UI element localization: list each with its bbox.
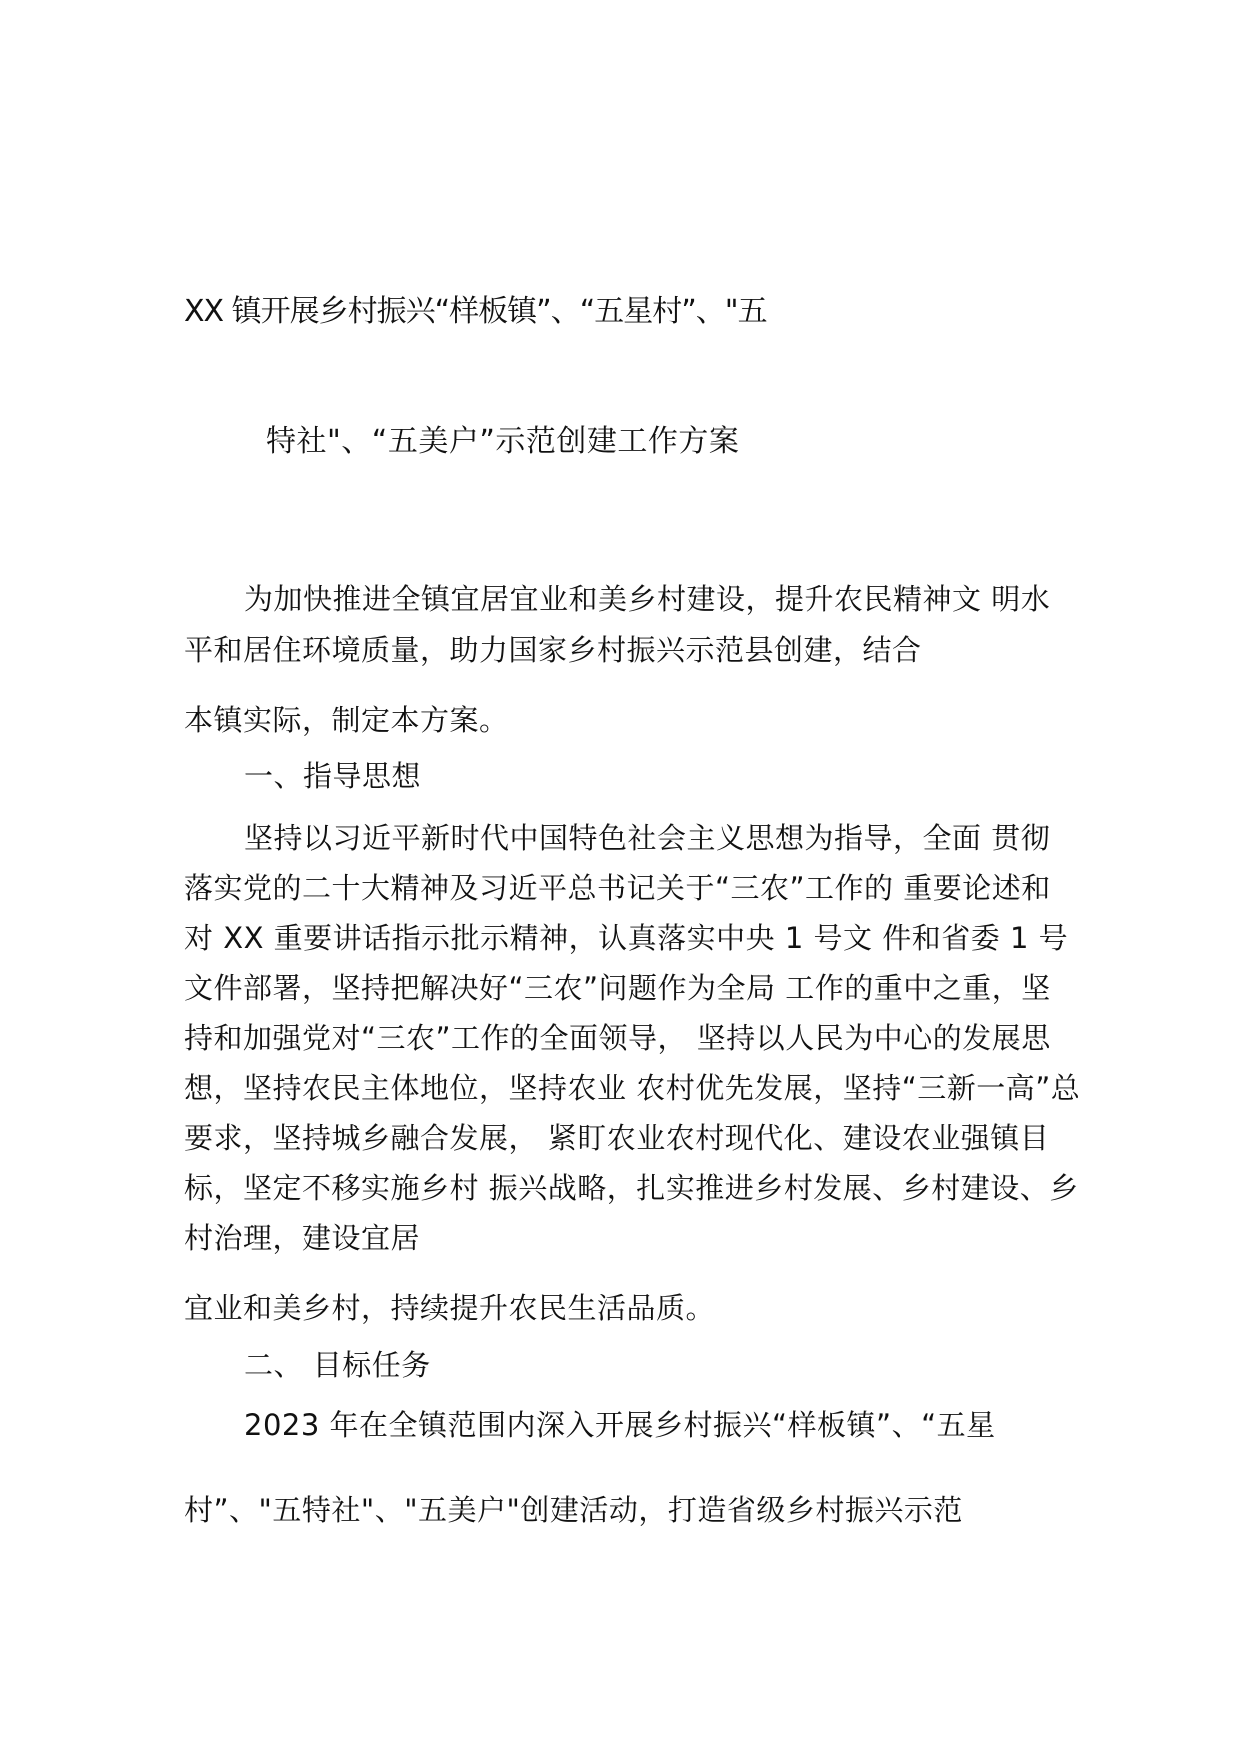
section-2-heading: 二、 目标任务 (244, 1348, 431, 1382)
section-1-line-4: 文件部署，坚持把解决好“三农”问题作为全局 工作的重中之重，坚 (184, 971, 1051, 1005)
intro-line-3: 本镇实际，制定本方案。 (184, 703, 509, 737)
document-title-line-1: XX 镇开展乡村振兴“样板镇”、“五星村”、"五 (184, 294, 767, 329)
section-1-line-3: 对 XX 重要讲话指示批示精神，认真落实中央 1 号文 件和省委 1 号 (184, 921, 1069, 955)
section-1-heading: 一、指导思想 (244, 759, 422, 793)
section-1-line-5: 持和加强党对“三农”工作的全面领导， 坚持以人民为中心的发展思 (184, 1021, 1051, 1055)
section-1-line-7: 要求，坚持城乡融合发展， 紧盯农业农村现代化、建设农业强镇目 (184, 1121, 1050, 1155)
intro-line-1: 为加快推进全镇宜居宜业和美乡村建设，提升农民精神文 明水 (244, 582, 1051, 616)
intro-line-2: 平和居住环境质量，助力国家乡村振兴示范县创建，结合 (184, 633, 922, 667)
document-title-line-2: 特社"、“五美户”示范创建工作方案 (266, 424, 740, 459)
section-1-line-8: 标，坚定不移实施乡村 振兴战略，扎实推进乡村发展、乡村建设、乡 (184, 1171, 1079, 1205)
section-1-line-6: 想，坚持农民主体地位，坚持农业 农村优先发展，坚持“三新一高”总 (184, 1071, 1081, 1105)
section-1-line-10: 宜业和美乡村，持续提升农民生活品质。 (184, 1291, 716, 1325)
section-1-line-1: 坚持以习近平新时代中国特色社会主义思想为指导，全面 贯彻 (244, 821, 1051, 855)
section-2-line-2: 村”、"五特社"、"五美户"创建活动，打造省级乡村振兴示范 (184, 1493, 963, 1527)
section-1-line-9: 村治理，建设宜居 (184, 1221, 421, 1255)
section-2-line-1: 2023 年在全镇范围内深入开展乡村振兴“样板镇”、“五星 (244, 1408, 996, 1442)
section-1-line-2: 落实党的二十大精神及习近平总书记关于“三农”工作的 重要论述和 (184, 871, 1051, 905)
